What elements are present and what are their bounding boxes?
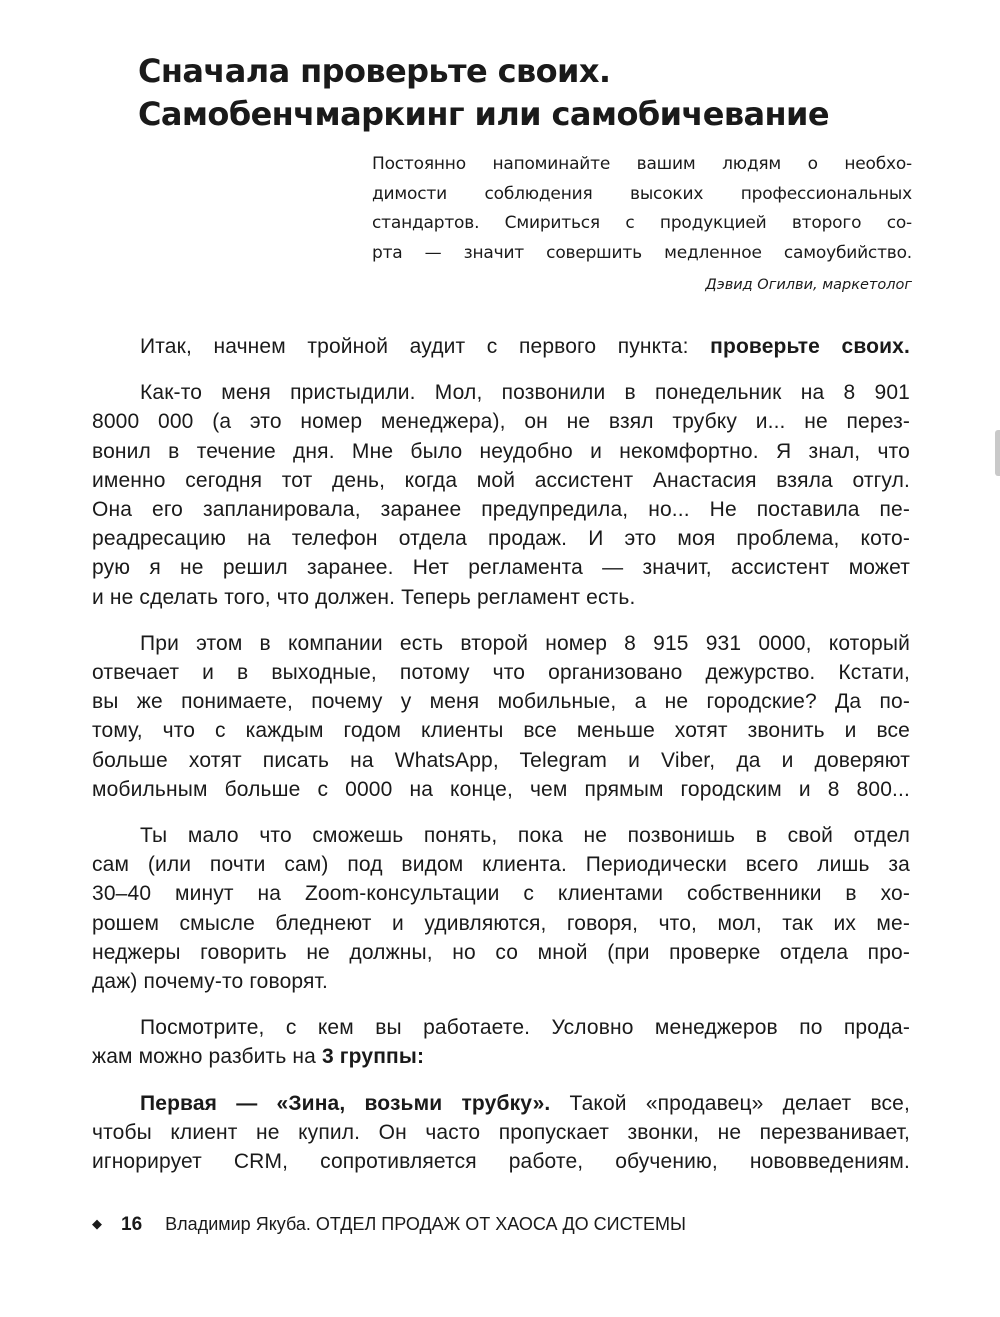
paragraph-line: вонил в течение дня. Мне было неудобно и некомфортно. Я знал, что (92, 439, 910, 463)
paragraph-line: реадресацию на телефон отдела продаж. И это моя проблема, кото- (92, 527, 910, 551)
paragraph-line: 30–40 минут на Zoom-консультации с клиентами собственники в хо- (92, 882, 910, 906)
paragraph-bold-text: 3 группы: (321, 1045, 425, 1069)
paragraph-line: именно сегодня тот день, когда мой ассистент Анастасия взяла отгул. (92, 468, 910, 492)
paragraph-line: мобильным больше с 0000 на конце, чем прямым городским и 8 800... (92, 777, 910, 801)
page-number: 16 (121, 1214, 143, 1235)
epigraph-line: димости соблюдения высоких профессиональных (372, 183, 912, 204)
paragraph (92, 1089, 910, 1177)
epigraph-author: Дэвид Огилви, маркетолог (705, 277, 912, 293)
paragraph (92, 378, 910, 612)
paragraph-bold-text: проверьте своих. (710, 335, 910, 358)
paragraph-line (92, 1042, 910, 1071)
paragraph-line: Посмотрите, с кем вы работаете. Условно менеджеров по прода- (140, 1016, 910, 1040)
chapter-title (138, 50, 938, 136)
paragraph-line: рую я не решил заранее. Нет регламента — значит, ассистент может (92, 556, 910, 580)
paragraph-line: При этом в компании есть второй номер 8 915 931 0000, который (140, 631, 910, 655)
paragraph-line: сам (или почти сам) под видом клиента. Периодически всего лишь за (92, 853, 910, 877)
epigraph (372, 150, 912, 301)
paragraph-text: жам можно разбить на (92, 1045, 322, 1069)
paragraph-line: Как-то меня пристыдили. Мол, позвонили в понедельник на 8 901 (140, 381, 910, 405)
paragraph-line: и не сделать того, что должен. Теперь регламент есть. (92, 585, 636, 609)
paragraph-line (92, 1089, 910, 1118)
chapter-title-line-1: Сначала проверьте своих. (138, 52, 611, 90)
paragraph-line: чтобы клиент не купил. Он часто пропускает звонки, не перезванивает, (92, 1120, 910, 1144)
paragraph-line: даж) почему-то говорят. (92, 970, 328, 994)
group-nickname: «Зина, возьми трубку». (276, 1091, 551, 1115)
paragraph-line: рошем смысле бледнеют и удивляются, говоря, что, мол, так их ме- (92, 911, 910, 935)
paragraph (92, 821, 910, 996)
body-text (92, 332, 910, 1193)
running-title: Владимир Якуба. ОТДЕЛ ПРОДАЖ ОТ ХАОСА ДО СИСТЕМЫ (165, 1214, 686, 1234)
group-name: Первая (140, 1091, 218, 1115)
paragraph (92, 1013, 910, 1071)
paragraph (92, 332, 910, 361)
paragraph-line: тому, что с каждым годом клиенты все меньше хотят звонить и все (92, 719, 910, 743)
diamond-bullet-icon: ◆ (92, 1216, 102, 1231)
paragraph-line (92, 332, 910, 361)
page-edge-mark (995, 430, 1000, 476)
page-footer (92, 1214, 686, 1236)
paragraph-line: отвечает и в выходные, потому что организовано дежурство. Кстати, (92, 661, 910, 685)
dash: — (217, 1091, 277, 1115)
chapter-title-line-2: Самобенчмаркинг или самобичевание (138, 95, 829, 133)
epigraph-line: стандартов. Смириться с продукцией второго со- (372, 213, 912, 233)
paragraph-line: больше хотят писать на WhatsApp, Telegram и Viber, да и доверяют (92, 748, 910, 772)
paragraph-line: 8000 000 (а это номер менеджера), он не взял трубку и... не перез- (92, 410, 910, 434)
paragraph-line: Ты мало что сможешь понять, пока не позвонишь в свой отдел (140, 824, 910, 848)
paragraph-line: игнорирует CRM, сопротивляется работе, обучению, нововведениям. (92, 1150, 910, 1174)
paragraph-line: неджеры говорить не должны, но со мной (при проверке отдела про- (92, 940, 910, 964)
paragraph-line: вы же понимаете, почему у меня мобильные, а не городские? Да по- (92, 690, 910, 714)
paragraph (92, 629, 910, 804)
paragraph-text: Итак, начнем тройной аудит с первого пункта: (140, 335, 711, 358)
epigraph-line: Постоянно напоминайте вашим людям о необхо- (372, 154, 912, 174)
epigraph-line: рта — значит совершить медленное самоубийство. (372, 242, 912, 263)
paragraph-text: Такой «продавец» делает все, (550, 1091, 910, 1115)
paragraph-line: Она его запланировала, заранее предупредила, но... Не поставила пе- (92, 498, 910, 522)
